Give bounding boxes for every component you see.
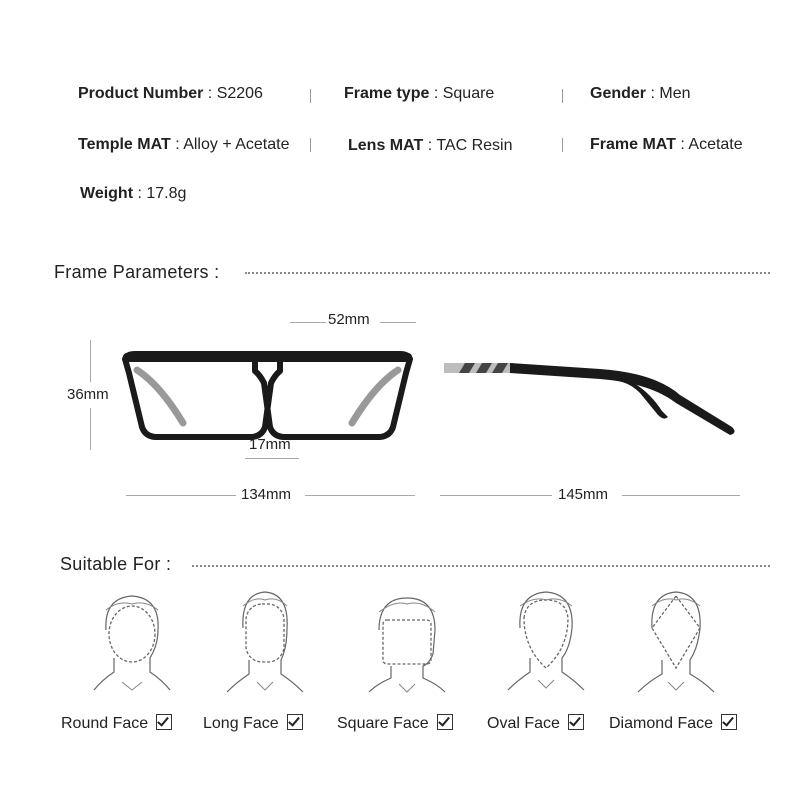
spec-value: Alloy + Acetate: [183, 136, 290, 153]
dimension-line: [305, 495, 415, 496]
divider: [562, 138, 563, 152]
spec-value: Square: [442, 85, 495, 102]
dimension-line: [380, 322, 416, 323]
dotted-divider: [245, 272, 770, 274]
glasses-side-icon: [440, 355, 745, 450]
face-option-long: [203, 714, 303, 733]
checkbox-checked-icon: [287, 714, 303, 730]
spec-value: TAC Resin: [436, 137, 513, 154]
spec-weight: Weight : 17.8g: [80, 185, 187, 202]
spec-temple-mat: Temple MAT : Alloy + Acetate: [78, 136, 290, 153]
spec-lens-mat: Lens MAT : TAC Resin: [348, 137, 513, 154]
dimension-line: [90, 340, 91, 382]
spec-frame-type: Frame type : Square: [344, 85, 495, 102]
checkbox-checked-icon: [156, 714, 172, 730]
dotted-divider: [192, 565, 770, 567]
long-face-icon: [225, 588, 305, 696]
frame-width-label: 134mm: [241, 486, 292, 503]
face-option-oval: [487, 714, 584, 733]
face-option-square: [337, 714, 453, 733]
checkbox-checked-icon: [437, 714, 453, 730]
face-label: Square Face: [337, 715, 429, 732]
square-face-icon: [367, 592, 447, 696]
spec-label: Frame type: [344, 85, 430, 102]
spec-value: Acetate: [688, 136, 743, 153]
dimension-line: [90, 408, 91, 450]
oval-face-icon: [506, 588, 586, 696]
diamond-face-icon: [636, 588, 716, 696]
dimension-line: [245, 458, 299, 459]
frame-parameters-title: Frame Parameters :: [54, 262, 220, 282]
divider: [562, 89, 563, 103]
spec-value: 17.8g: [146, 185, 187, 202]
spec-product-number: Product Number : S2206: [78, 85, 263, 102]
dimension-line: [126, 495, 236, 496]
lens-width-label: 52mm: [328, 311, 370, 328]
temple-length-label: 145mm: [558, 486, 609, 503]
face-label: Round Face: [61, 715, 149, 732]
spec-label: Temple MAT: [78, 136, 171, 153]
face-label: Diamond Face: [609, 715, 714, 732]
round-face-icon: [92, 590, 172, 695]
checkbox-checked-icon: [721, 714, 737, 730]
glasses-front-icon: [115, 345, 420, 450]
spec-label: Product Number: [78, 85, 204, 102]
dimension-line: [290, 322, 326, 323]
spec-label: Frame MAT: [590, 136, 676, 153]
face-label: Oval Face: [487, 715, 560, 732]
dimension-line: [622, 495, 740, 496]
face-label: Long Face: [203, 715, 279, 732]
spec-frame-mat: Frame MAT : Acetate: [590, 136, 743, 153]
spec-value: S2206: [216, 85, 263, 102]
lens-height-label: 36mm: [67, 386, 109, 403]
bridge-label: 17mm: [249, 436, 291, 453]
face-option-diamond: [609, 714, 737, 733]
spec-label: Gender: [590, 85, 647, 102]
checkbox-checked-icon: [568, 714, 584, 730]
spec-label: Lens MAT: [348, 137, 424, 154]
divider: [310, 138, 311, 152]
dimension-line: [440, 495, 552, 496]
spec-label: Weight: [80, 185, 134, 202]
divider: [310, 89, 311, 103]
suitable-for-title: Suitable For :: [60, 554, 172, 574]
spec-gender: Gender : Men: [590, 85, 691, 102]
face-option-round: [61, 714, 172, 733]
spec-value: Men: [659, 85, 691, 102]
